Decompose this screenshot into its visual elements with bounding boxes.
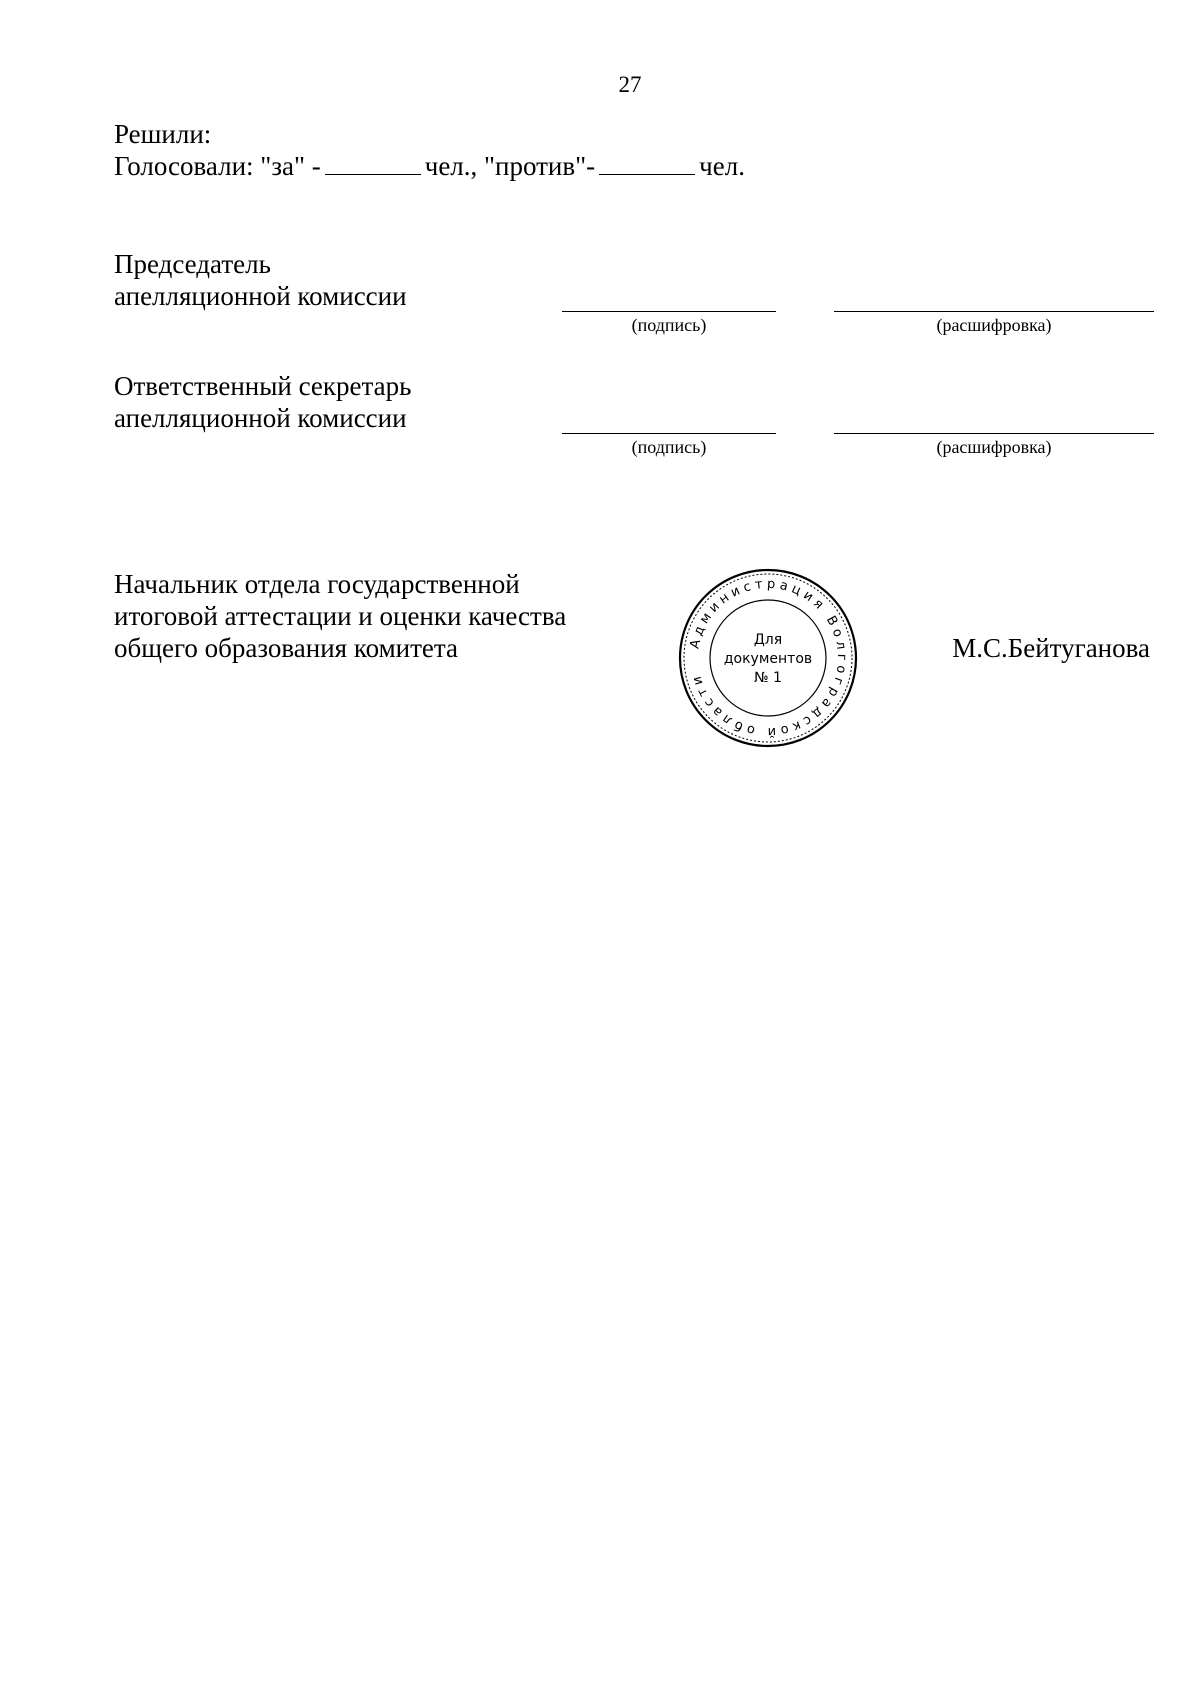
chairman-title-line1: Председатель: [114, 249, 271, 279]
chairman-title: [114, 248, 407, 312]
secretary-decoding-line[interactable]: [834, 433, 1154, 434]
secretary-title: [114, 370, 411, 434]
votes-for-blank[interactable]: [325, 150, 421, 175]
page-number: 27: [618, 72, 642, 97]
chairman-signature-caption: (подпись): [631, 315, 707, 335]
decision-label: Решили:: [114, 119, 212, 149]
head-title: [114, 568, 566, 664]
stamp-center-line1: Для: [753, 632, 783, 648]
secretary-title-line1: Ответственный секретарь: [114, 371, 412, 401]
secretary-signature-line[interactable]: [562, 433, 776, 434]
chairman-signature-line[interactable]: [562, 311, 776, 312]
stamp-center-line3: № 1: [754, 670, 782, 686]
chairman-decoding-caption: (расшифровка): [936, 315, 1052, 335]
stamp-ring-text: Администрация Волгоградской области: [687, 576, 850, 740]
stamp-center-line2: документов: [723, 651, 813, 667]
voting-prefix: Голосовали: "за" -: [114, 151, 321, 181]
voting-line: [114, 150, 745, 182]
head-title-line1: Начальник отдела государственной: [114, 569, 520, 599]
head-name: М.С.Бейтуганова: [952, 633, 1150, 663]
voting-mid: чел., "против"-: [424, 151, 596, 181]
secretary-title-line2: апелляционной комиссии: [114, 403, 407, 433]
chairman-title-line2: апелляционной комиссии: [114, 281, 407, 311]
secretary-decoding-caption: (расшифровка): [936, 437, 1052, 457]
official-stamp: [676, 566, 860, 750]
voting-suffix: чел.: [699, 151, 745, 181]
chairman-decoding-line[interactable]: [834, 311, 1154, 312]
secretary-signature-caption: (подпись): [631, 437, 707, 457]
head-title-line2: итоговой аттестации и оценки качества: [114, 601, 567, 631]
votes-against-blank[interactable]: [599, 150, 695, 175]
head-title-line3: общего образования комитета: [114, 633, 458, 663]
